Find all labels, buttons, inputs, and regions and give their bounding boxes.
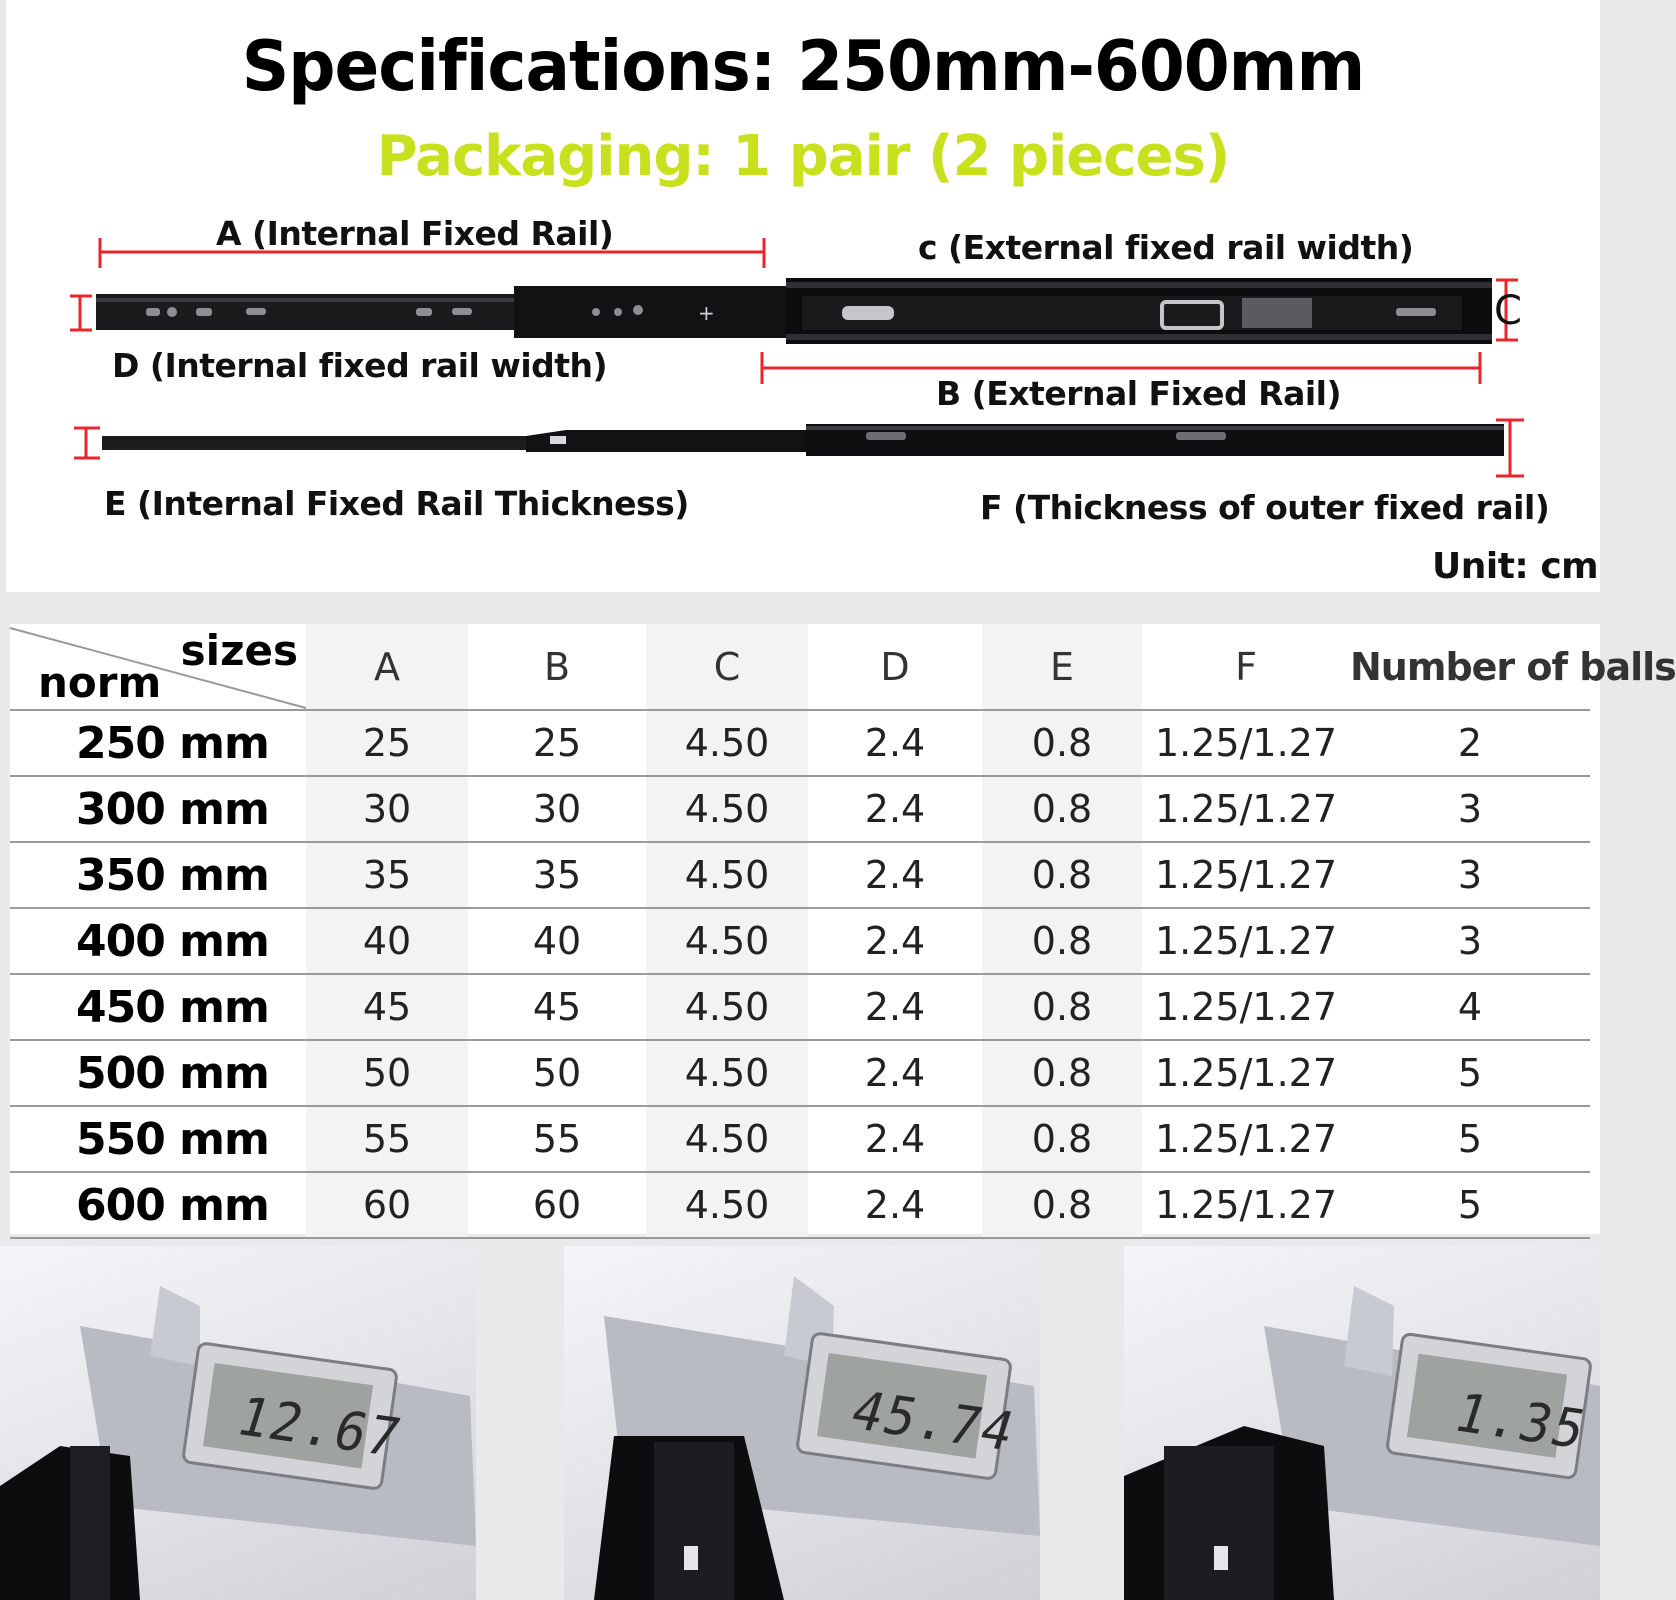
cell-a: 45 bbox=[306, 974, 468, 1040]
cell-a: 25 bbox=[306, 710, 468, 776]
table-header-row bbox=[10, 624, 1590, 710]
cell-d: 2.4 bbox=[808, 1040, 982, 1106]
cell-b: 30 bbox=[468, 776, 646, 842]
dimension-line-d bbox=[70, 296, 92, 330]
diagram-panel bbox=[6, 0, 1600, 592]
cell-c: 4.50 bbox=[646, 974, 808, 1040]
row-norm-cell: 550 mm bbox=[10, 1106, 306, 1172]
cell-a: 55 bbox=[306, 1106, 468, 1172]
cell-balls: 5 bbox=[1350, 1040, 1590, 1106]
cell-f: 1.25/1.27 bbox=[1142, 908, 1350, 974]
cell-c: 4.50 bbox=[646, 776, 808, 842]
cell-balls: 3 bbox=[1350, 776, 1590, 842]
table-row bbox=[10, 1040, 1590, 1106]
table-row bbox=[10, 710, 1590, 776]
cell-f: 1.25/1.27 bbox=[1142, 776, 1350, 842]
cell-e: 0.8 bbox=[982, 908, 1142, 974]
table-row bbox=[10, 974, 1590, 1040]
caliper-photo-3 bbox=[1124, 1246, 1600, 1600]
cell-c: 4.50 bbox=[646, 1106, 808, 1172]
dimension-line-e bbox=[74, 428, 100, 458]
cell-c: 4.50 bbox=[646, 1040, 808, 1106]
column-header-balls: Number of balls bbox=[1350, 624, 1590, 710]
column-header-b: B bbox=[468, 624, 646, 710]
column-header-c: C bbox=[646, 624, 808, 710]
cell-b: 55 bbox=[468, 1106, 646, 1172]
table-row bbox=[10, 1172, 1590, 1238]
label-c-external-rail-width: c (External fixed rail width) bbox=[918, 228, 1414, 267]
caliper-readout: 12.67 bbox=[229, 1386, 410, 1470]
column-header-d: D bbox=[808, 624, 982, 710]
column-header-a: A bbox=[306, 624, 468, 710]
cell-a: 60 bbox=[306, 1172, 468, 1238]
cell-e: 0.8 bbox=[982, 1172, 1142, 1238]
rail-top-view bbox=[96, 278, 1492, 344]
cell-f: 1.25/1.27 bbox=[1142, 1040, 1350, 1106]
cell-e: 0.8 bbox=[982, 710, 1142, 776]
table-row bbox=[10, 1106, 1590, 1172]
label-c: C bbox=[1494, 288, 1522, 334]
column-header-e: E bbox=[982, 624, 1142, 710]
cell-b: 35 bbox=[468, 842, 646, 908]
table-row bbox=[10, 842, 1590, 908]
cell-f: 1.25/1.27 bbox=[1142, 1172, 1350, 1238]
cell-a: 30 bbox=[306, 776, 468, 842]
cell-c: 4.50 bbox=[646, 1172, 808, 1238]
cell-a: 40 bbox=[306, 908, 468, 974]
packaging-subtitle: Packaging: 1 pair (2 pieces) bbox=[376, 124, 1230, 189]
cell-balls: 3 bbox=[1350, 908, 1590, 974]
spec-table-panel bbox=[10, 624, 1676, 1234]
cell-balls: 3 bbox=[1350, 842, 1590, 908]
unit-label: Unit: cm bbox=[1432, 546, 1599, 587]
cell-a: 35 bbox=[306, 842, 468, 908]
row-norm-cell: 500 mm bbox=[10, 1040, 306, 1106]
cell-balls: 5 bbox=[1350, 1106, 1590, 1172]
svg-text:+: + bbox=[698, 301, 715, 325]
caliper-readout: 1.35 bbox=[1446, 1383, 1595, 1461]
row-norm-cell: 600 mm bbox=[10, 1172, 306, 1238]
cell-balls: 4 bbox=[1350, 974, 1590, 1040]
table-corner-cell bbox=[10, 624, 306, 710]
cell-f: 1.25/1.27 bbox=[1142, 710, 1350, 776]
cell-f: 1.25/1.27 bbox=[1142, 1106, 1350, 1172]
rail-side-view bbox=[102, 424, 1504, 456]
label-d-internal-rail-width: D (Internal fixed rail width) bbox=[112, 346, 608, 385]
row-norm-cell: 250 mm bbox=[10, 710, 306, 776]
cell-c: 4.50 bbox=[646, 842, 808, 908]
cell-d: 2.4 bbox=[808, 1172, 982, 1238]
corner-norm-label: norm bbox=[38, 658, 162, 707]
cell-balls: 2 bbox=[1350, 710, 1590, 776]
row-norm-cell: 350 mm bbox=[10, 842, 306, 908]
cell-e: 0.8 bbox=[982, 842, 1142, 908]
cell-a: 50 bbox=[306, 1040, 468, 1106]
cell-f: 1.25/1.27 bbox=[1142, 842, 1350, 908]
cell-e: 0.8 bbox=[982, 1106, 1142, 1172]
cell-f: 1.25/1.27 bbox=[1142, 974, 1350, 1040]
page-title: Specifications: 250mm-600mm bbox=[241, 26, 1365, 107]
cell-e: 0.8 bbox=[982, 1040, 1142, 1106]
cell-c: 4.50 bbox=[646, 710, 808, 776]
row-norm-cell: 450 mm bbox=[10, 974, 306, 1040]
cell-d: 2.4 bbox=[808, 908, 982, 974]
cell-b: 25 bbox=[468, 710, 646, 776]
cell-b: 50 bbox=[468, 1040, 646, 1106]
spec-table bbox=[10, 624, 1676, 1239]
corner-sizes-label: sizes bbox=[180, 626, 298, 675]
caliper-photo-2 bbox=[564, 1246, 1040, 1600]
cell-c: 4.50 bbox=[646, 908, 808, 974]
cell-b: 60 bbox=[468, 1172, 646, 1238]
label-a-internal-fixed-rail: A (Internal Fixed Rail) bbox=[216, 214, 614, 253]
label-e-internal-rail-thickness: E (Internal Fixed Rail Thickness) bbox=[104, 484, 689, 523]
cell-d: 2.4 bbox=[808, 710, 982, 776]
table-row bbox=[10, 776, 1590, 842]
table-row bbox=[10, 908, 1590, 974]
row-norm-cell: 300 mm bbox=[10, 776, 306, 842]
row-norm-cell: 400 mm bbox=[10, 908, 306, 974]
column-header-f: F bbox=[1142, 624, 1350, 710]
spec-table-body bbox=[10, 710, 1590, 1238]
cell-d: 2.4 bbox=[808, 1106, 982, 1172]
cell-e: 0.8 bbox=[982, 974, 1142, 1040]
cell-d: 2.4 bbox=[808, 776, 982, 842]
caliper-photo-1 bbox=[0, 1246, 476, 1600]
caliper-readout: 45.74 bbox=[843, 1380, 1024, 1464]
cell-d: 2.4 bbox=[808, 974, 982, 1040]
cell-balls: 5 bbox=[1350, 1172, 1590, 1238]
label-f-outer-rail-thickness: F (Thickness of outer fixed rail) bbox=[980, 488, 1550, 527]
label-b-external-fixed-rail: B (External Fixed Rail) bbox=[936, 374, 1342, 413]
cell-d: 2.4 bbox=[808, 842, 982, 908]
cell-b: 40 bbox=[468, 908, 646, 974]
cell-b: 45 bbox=[468, 974, 646, 1040]
cell-e: 0.8 bbox=[982, 776, 1142, 842]
